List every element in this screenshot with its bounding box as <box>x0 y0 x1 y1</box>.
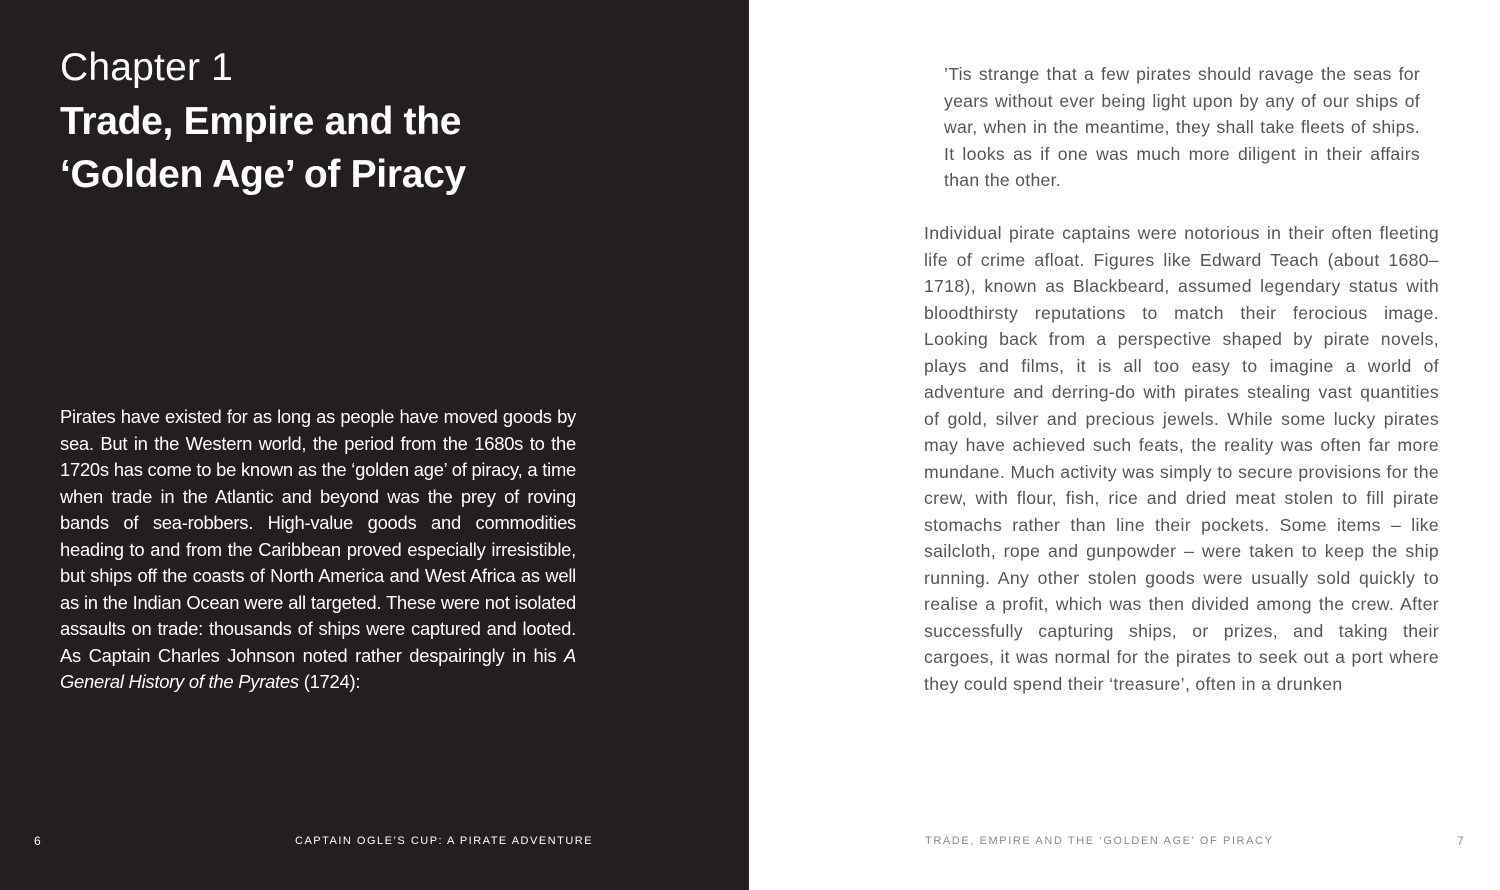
chapter-title-line1: Trade, Empire and the <box>60 100 462 143</box>
book-title-italic: A General History of the Pyrates <box>60 644 576 692</box>
chapter-title-line2: ‘Golden Age’ of Piracy <box>60 153 466 196</box>
intro-paragraph <box>60 404 576 696</box>
right-page <box>749 0 1500 890</box>
body-paragraph: Individual pirate captains were notorious in their often fleeting life of crime afloat. Figures like Edward Teach (about 1680–1718), known as Blackbeard, assumed legendary status with bloodthirsty reputations to match their ferocious image. Looking back from a perspective shaped by pirate novels, plays and films, it is all too easy to imagine a world of adventure and derring-do with pirates stealing vast quantities of gold, silver and precious jewels. While some lucky pirates may have achieved such feats, the reality was often far more mundane. Much activity was simply to secure provisions for the crew, with flour, fish, rice and dried meat stolen to fill pirate stomachs rather than line their pockets. Some items – like sailcloth, rope and gunpowder – were taken to keep the ship running. Any other stolen goods were usually sold quickly to realise a profit, which was then divided among the crew. After successfully capturing ships, or prizes, and taking their cargoes, it was normal for the pirates to seek out a port where they could spend their ‘treasure’, often in a drunken <box>924 223 1439 694</box>
running-title-left: CAPTAIN OGLE’S CUP: A PIRATE ADVENTURE <box>295 835 594 847</box>
block-quote: ’Tis strange that a few pirates should ravage the seas for years without ever being light upon by any of our ships of war, when in the meantime, they shall take fleets of ships. It looks as if one was much more diligent in their affairs than the other. <box>944 64 1420 190</box>
intro-text: Pirates have existed for as long as people have moved goods by sea. But in the Western world, the period from the 1680s to the 1720s has come to be known as the ‘golden age’ of piracy, a time when trade in the Atlantic and beyond was the prey of roving bands of sea-robbers. High-value goods and commodities heading to and from the Caribbean proved especially irresistible, but ships off the coasts of North America and West Africa as well as in the Indian Ocean were all targeted. These were not isolated assaults on trade: thousands of ships were captured and looted. As Captain Charles Johnson noted rather despairingly in his <box>60 406 576 666</box>
left-page <box>0 0 749 890</box>
running-title-right: TRADE, EMPIRE AND THE ‘GOLDEN AGE’ OF PIRACY <box>925 835 1274 847</box>
chapter-title <box>60 95 620 201</box>
chapter-label: Chapter 1 <box>60 46 234 89</box>
intro-text-end: (1724): <box>298 671 361 692</box>
page-number-right: 7 <box>1457 834 1464 848</box>
page-number-left: 6 <box>34 834 41 848</box>
